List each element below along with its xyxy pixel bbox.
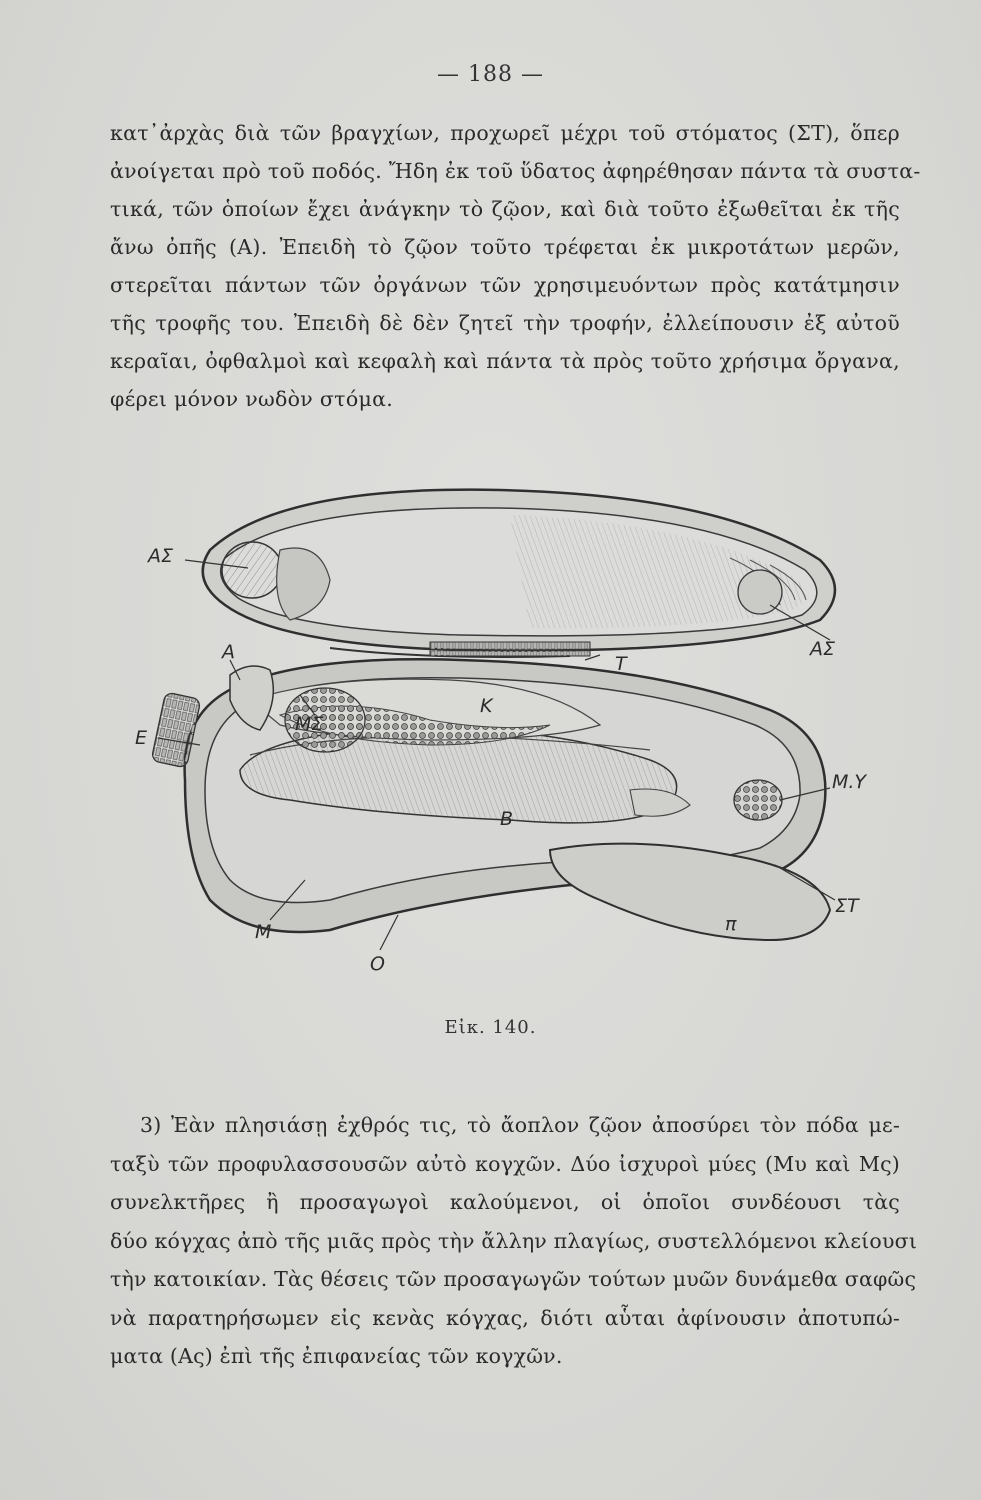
- figure-caption: Εἰκ. 140.: [444, 1017, 537, 1038]
- text-line: 3) Ἐὰν πλησιάσῃ ἐχθρός τις, τὸ ἄοπλον ζῷον ἀποσύρει τὸν πόδα με-: [140, 1113, 900, 1137]
- text-line: νὰ παρατηρήσωμεν εἰς κενὰς κόγχας, διότι αὗται ἀφίνουσιν ἀποτυπώ-: [110, 1305, 900, 1330]
- mussel-illustration: [130, 470, 890, 990]
- page-number: — 188 —: [437, 62, 544, 87]
- label-a: Α: [222, 641, 235, 663]
- label-m: Μ: [255, 921, 272, 943]
- bottom-paragraph: [110, 1106, 918, 1376]
- upper-shell: [203, 490, 835, 657]
- label-k: Κ: [480, 695, 493, 717]
- label-st: ΣΤ: [835, 895, 859, 917]
- top-paragraph: [110, 114, 921, 418]
- label-e: Ε: [135, 727, 148, 749]
- label-as-right: ΑΣ: [810, 638, 836, 660]
- label-p: π: [725, 913, 737, 935]
- label-my: Μ.Υ: [832, 771, 867, 793]
- mussel-drawing: [130, 470, 890, 990]
- text-line: κεραῖαι, ὀφθαλμοὶ καὶ κεφαλὴ καὶ πάντα τὰ πρὸς τοῦτο χρήσιμα ὄργανα,: [110, 349, 900, 373]
- text-line: τικά, τῶν ὁποίων ἔχει ἀνάγκην τὸ ζῷον, καὶ διὰ τοῦτο ἐξωθεῖται ἐκ τῆς: [110, 197, 900, 221]
- label-b: Β: [500, 808, 514, 830]
- text-line: τῆς τροφῆς του. Ἐπειδὴ δὲ δὲν ζητεῖ τὴν τροφήν, ἐλλείπουσιν ἐξ αὐτοῦ: [110, 311, 900, 335]
- text-line: στερεῖται πάντων τῶν ὀργάνων τῶν χρησιμευόντων πρὸς κατάτμησιν: [110, 273, 900, 297]
- text-line: ματα (Ας) ἐπὶ τῆς ἐπιφανείας τῶν κογχῶν.: [110, 1344, 563, 1368]
- text-line: δύο κόγχας ἀπὸ τῆς μιᾶς πρὸς τὴν ἄλλην πλαγίως, συστελλόμενοι κλείουσι: [110, 1228, 918, 1253]
- label-t: Τ: [615, 653, 627, 675]
- text-line: φέρει μόνον νωδὸν στόμα.: [110, 387, 394, 411]
- text-line: ταξὺ τῶν προφυλασσουσῶν αὐτὸ κογχῶν. Δύο ἰσχυροὶ μύες (Μυ καὶ Μς): [110, 1151, 900, 1176]
- text-line: τὴν κατοικίαν. Τὰς θέσεις τῶν προσαγωγῶν τούτων μυῶν δυνάμεθα σαφῶς: [110, 1267, 917, 1291]
- label-ms: ΜΣ: [295, 713, 324, 735]
- text-line: συνελκτῆρες ἢ προσαγωγοὶ καλούμενοι, οἱ ὁποῖοι συνδέουσι τὰς: [110, 1190, 900, 1214]
- label-o: Ο: [370, 953, 385, 975]
- text-line: κατ᾽ἀρχὰς διὰ τῶν βραγχίων, προχωρεῖ μέχρι τοῦ στόματος (ΣΤ), ὅπερ: [110, 121, 900, 145]
- text-line: ἀνοίγεται πρὸ τοῦ ποδός. Ἤδη ἐκ τοῦ ὕδατος ἀφηρέθησαν πάντα τὰ συστα-: [110, 159, 921, 183]
- label-as-left: ΑΣ: [148, 545, 174, 567]
- text-line: ἄνω ὀπῆς (Α). Ἐπειδὴ τὸ ζῷον τοῦτο τρέφεται ἐκ μικροτάτων μερῶν,: [110, 235, 900, 259]
